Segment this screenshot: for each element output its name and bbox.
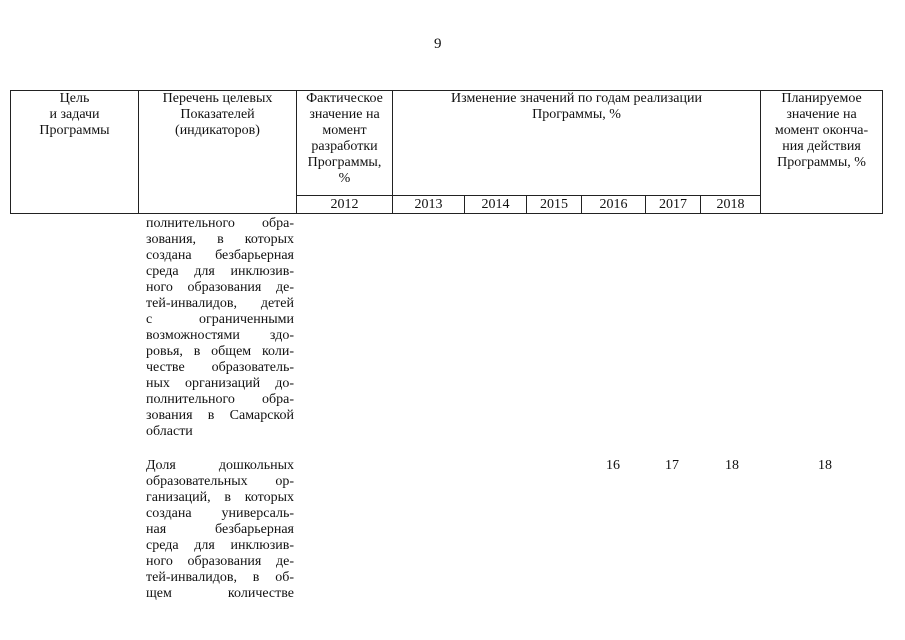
header-indicators: Перечень целевых Показателей (индикаторов) xyxy=(139,91,297,214)
indicators-table-header xyxy=(10,90,883,214)
year-2012: 2012 xyxy=(297,196,393,214)
header-planned-value: Планируемое значение на момент оконча- ния действия Программы, % xyxy=(761,91,883,214)
year-2015: 2015 xyxy=(527,196,582,214)
year-2016: 2016 xyxy=(582,196,646,214)
indicator-text-1: полнительного обра- зования, в которых создана безбарьерная среда для инклюзив- ного образования де- тей-инвалидов, детей с ограниченными возможностями здо- ровья, в общем коли- честве образователь- ных организаций до- полнительного обра- зования в Самарской области xyxy=(146,216,294,439)
indicator-text-2: Доля дошкольных образовательных ор- ганизаций, в которых создана универсаль- ная безбарьерная среда для инклюзив- ного образования де- тей-инвалидов, в об- щем количестве xyxy=(146,458,294,601)
year-2014: 2014 xyxy=(465,196,527,214)
header-goal: Цель и задачи Программы xyxy=(11,91,139,214)
page-number: 9 xyxy=(434,36,442,52)
year-2013: 2013 xyxy=(393,196,465,214)
header-actual-value: Фактическое значение на момент разработки Программы, % xyxy=(297,91,393,196)
year-2018: 2018 xyxy=(701,196,761,214)
year-2017: 2017 xyxy=(646,196,701,214)
value-2017: 17 xyxy=(665,458,679,473)
value-planned: 18 xyxy=(818,458,832,473)
header-change-by-years: Изменение значений по годам реализации Программы, % xyxy=(393,91,761,196)
value-2016: 16 xyxy=(606,458,620,473)
value-2018: 18 xyxy=(725,458,739,473)
